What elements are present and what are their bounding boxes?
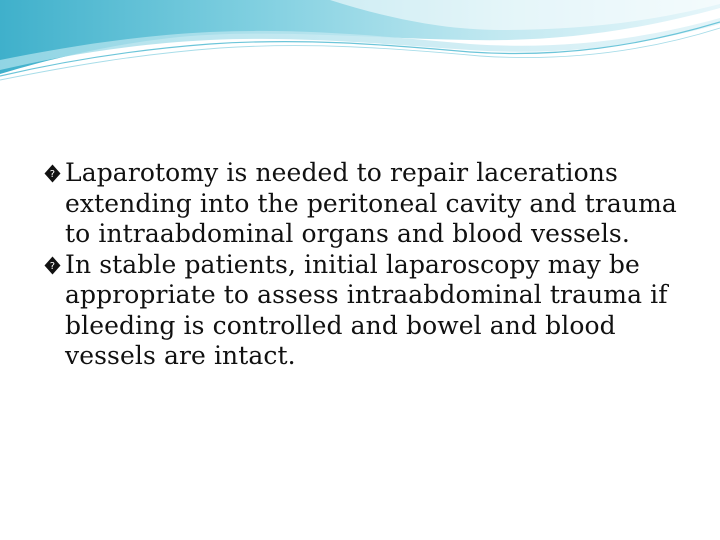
bullet-text: Laparotomy is needed to repair lacerations extending into the peritoneal cavity and trauma to intraabdominal organs and blood vessels. (65, 158, 677, 248)
bullet-item (44, 250, 684, 372)
bullet-list (44, 158, 684, 372)
bullet-item (44, 158, 684, 250)
svg-text:?: ? (49, 260, 56, 272)
bullet-text: In stable patients, initial laparoscopy may be appropriate to assess intraabdominal trauma if bleeding is controlled and bowel and blood vessels are intact. (65, 249, 668, 370)
svg-text:?: ? (49, 169, 56, 180)
header-wave-decoration (0, 0, 720, 90)
missing-glyph-icon (44, 256, 61, 275)
missing-glyph-icon (44, 164, 61, 183)
